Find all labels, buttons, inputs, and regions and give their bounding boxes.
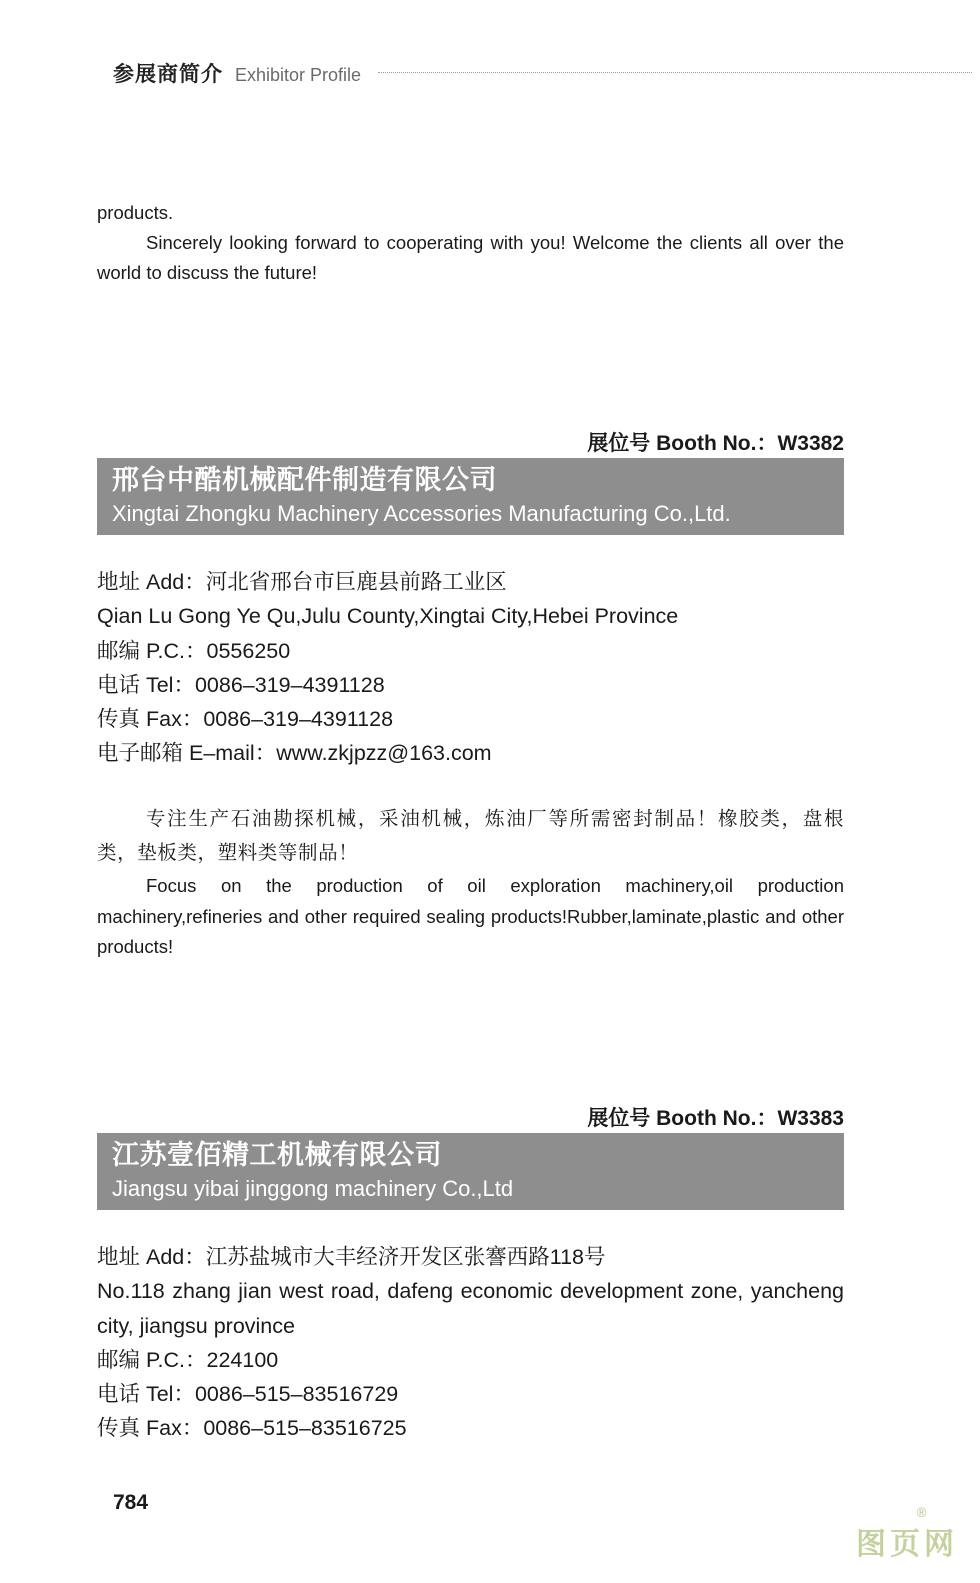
fax: 传真 Fax：0086–319–4391128 (97, 707, 394, 732)
telephone: 电话 Tel：0086–319–4391128 (97, 672, 385, 697)
contact-info (97, 1240, 844, 1446)
intro-text (97, 198, 844, 288)
company-name-cn: 邢台中酷机械配件制造有限公司 (112, 465, 497, 496)
email: 电子邮箱 E–mail：www.zkjpzz@163.com (97, 741, 492, 766)
address-cn: 地址 Add：江苏盐城市大丰经济开发区张謇西路118号 (97, 1245, 606, 1269)
description-en: Focus on the production of oil exploration machinery,oil production machinery,refineries and other required sealing products!Rubber,laminate,plastic and other products! (97, 875, 844, 957)
header-title-en: Exhibitor Profile (235, 65, 362, 85)
company-description (97, 802, 844, 963)
company-name-en: Xingtai Zhongku Machinery Accessories Manufacturing Co.,Ltd. (112, 501, 731, 526)
header-dotted-rule (378, 72, 972, 73)
header-title-cn: 参展商简介 (113, 62, 223, 86)
contact-info (97, 565, 844, 771)
company-title-bar (97, 1133, 844, 1210)
company-name-cn: 江苏壹佰精工机械有限公司 (112, 1140, 442, 1171)
telephone: 电话 Tel：0086–515–83516729 (97, 1382, 399, 1407)
watermark-logo: 图页网 (856, 1527, 958, 1562)
description-cn: 专注生产石油勘探机械，采油机械，炼油厂等所需密封制品！橡胶类，盘根类，垫板类，塑料类等制品！ (97, 807, 844, 864)
postcode: 邮编 P.C.：224100 (97, 1347, 279, 1372)
company-title-bar (97, 458, 844, 535)
address-cn: 地址 Add：河北省邢台市巨鹿县前路工业区 (97, 570, 507, 594)
page-header (113, 58, 361, 88)
booth-number: 展位号 Booth No.：W3382 (587, 432, 844, 455)
address-en: No.118 zhang jian west road, dafeng economic development zone, yancheng city, jiangsu province (97, 1279, 844, 1338)
booth-number: 展位号 Booth No.：W3383 (587, 1107, 844, 1130)
address-en: Qian Lu Gong Ye Qu,Julu County,Xingtai City,Hebei Province (97, 604, 679, 629)
page-number: 784 (113, 1491, 149, 1514)
intro-line: products. (97, 202, 174, 223)
registered-mark: ® (915, 1506, 928, 1521)
company-name-en: Jiangsu yibai jinggong machinery Co.,Ltd (112, 1176, 514, 1201)
intro-paragraph: Sincerely looking forward to cooperating with you! Welcome the clients all over the world to discuss the future! (97, 232, 844, 283)
postcode: 邮编 P.C.：0556250 (97, 638, 291, 663)
fax: 传真 Fax：0086–515–83516725 (97, 1416, 407, 1441)
